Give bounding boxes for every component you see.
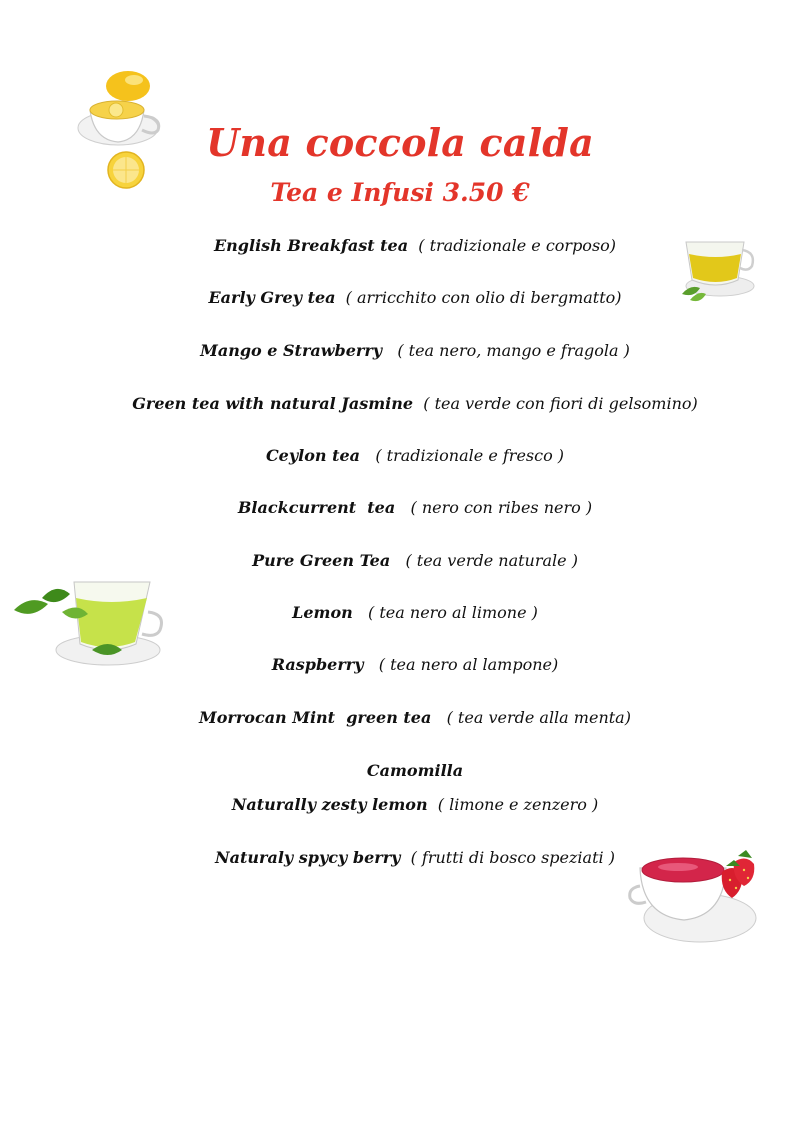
menu-subtitle: Tea e Infusi 3.50 € [270, 178, 530, 207]
menu-item [0, 394, 800, 413]
item-description: ( tea nero, mango e fragola ) [397, 341, 630, 360]
menu-item [0, 498, 800, 517]
item-description: ( tea verde alla menta) [446, 708, 631, 727]
item-name: Lemon [292, 603, 353, 622]
yellow-tea-glass-image [676, 228, 758, 308]
berry-tea-cup-image [628, 834, 760, 952]
item-name: Naturally zesty lemon [231, 795, 428, 814]
item-description: ( frutti di bosco speziati ) [410, 848, 615, 867]
green-tea-cup-image [12, 568, 168, 678]
item-description: ( tea verde naturale ) [405, 551, 578, 570]
item-name: Ceylon tea [265, 446, 361, 465]
item-description: ( arricchito con olio di bergmatto) [345, 288, 622, 307]
item-name: Mango e Strawberry [200, 341, 383, 360]
item-name: Raspberry [271, 655, 364, 674]
lemon-tea-cup-image [74, 66, 168, 190]
item-name: Early Grey tea [208, 288, 336, 307]
item-name: Morrocan Mint green tea [199, 708, 432, 727]
camomilla-heading [0, 761, 800, 780]
section-heading: Camomilla [366, 761, 464, 780]
item-description: ( tea nero al limone ) [368, 603, 538, 622]
item-description: ( tradizionale e corposo) [418, 236, 617, 255]
menu-item [0, 708, 800, 727]
item-description: ( tea nero al lampone) [378, 655, 559, 674]
item-description: ( limone e zenzero ) [437, 795, 599, 814]
item-name: English Breakfast tea [213, 236, 409, 255]
item-name: Pure Green Tea [252, 551, 391, 570]
item-name: Naturaly spycy berry [215, 848, 401, 867]
menu-title: Una coccola calda [206, 120, 594, 165]
item-name: Green tea with natural Jasmine [132, 394, 414, 413]
menu-item [0, 341, 800, 360]
menu-item [0, 446, 800, 465]
menu-item [0, 795, 800, 814]
item-description: ( nero con ribes nero ) [410, 498, 593, 517]
item-description: ( tea verde con fiori di gelsomino) [423, 394, 698, 413]
item-name: Blackcurrent tea [237, 498, 396, 517]
item-description: ( tradizionale e fresco ) [375, 446, 565, 465]
